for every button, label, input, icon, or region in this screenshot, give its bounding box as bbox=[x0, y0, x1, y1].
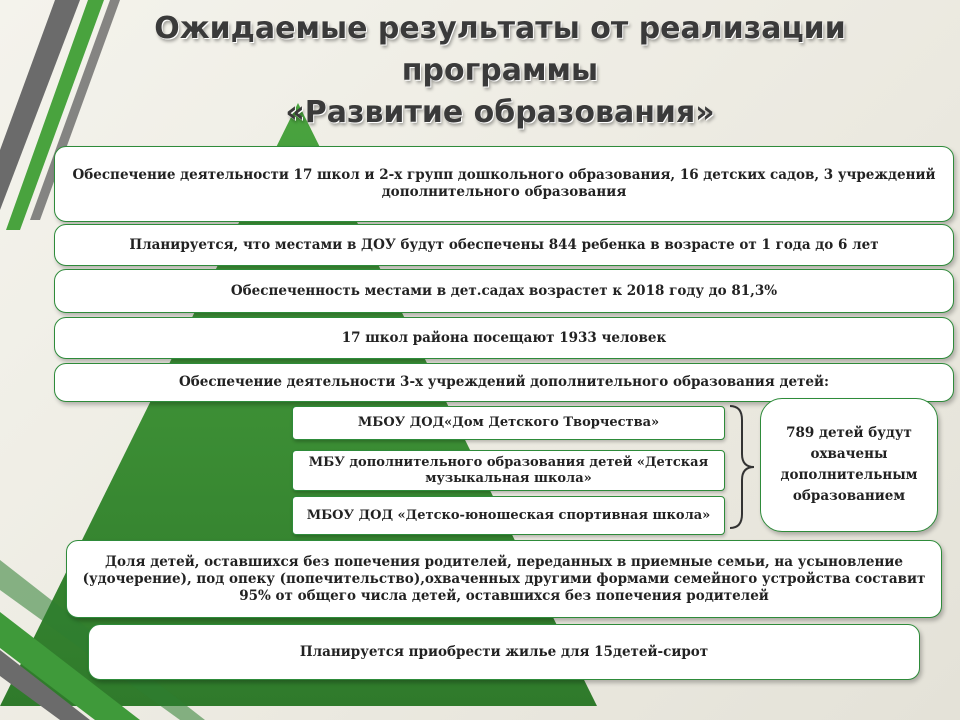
coverage-text: 789 детей будут охвачены дополнительным образованием bbox=[780, 425, 918, 504]
result-box-schools-activity bbox=[54, 146, 954, 222]
result-box-family-placement bbox=[66, 540, 942, 618]
result-text: Обеспеченность местами в дет.садах возрастет к 2018 году до 81,3% bbox=[230, 282, 778, 299]
result-text: Обеспечение деятельности 17 школ и 2-х групп дошкольного образования, 16 детских садов, 3 учреждений дополнительного образования bbox=[72, 167, 936, 200]
coverage-bubble bbox=[760, 398, 938, 532]
page-title bbox=[60, 8, 940, 134]
result-box-dou-places bbox=[54, 224, 954, 266]
result-text: Доля детей, оставшихся без попечения родителей, переданных в приемные семьи, на усыновление (удочерение), под опеку (попечительство),охваченных другими формами семейного устройства составит 95% от общего числа детей, оставшихся без попечения родителей bbox=[82, 553, 926, 604]
result-box-additional-education bbox=[54, 363, 954, 402]
result-text: Планируется приобрести жилье для 15детей-сирот bbox=[299, 643, 709, 660]
brace-connector bbox=[728, 404, 758, 530]
institution-house-of-creativity bbox=[292, 406, 725, 440]
title-line-2: «Развитие образования» bbox=[285, 95, 715, 130]
result-text: Обеспечение деятельности 3-х учреждений дополнительного образования детей: bbox=[178, 374, 830, 390]
institution-text: МБОУ ДОД «Детско-юношеская спортивная школа» bbox=[306, 507, 711, 523]
title-line-1: Ожидаемые результаты от реализации программы bbox=[154, 11, 846, 88]
institution-music-school bbox=[292, 450, 725, 491]
result-box-housing bbox=[88, 624, 920, 680]
institution-text: МБУ дополнительного образования детей «Детская музыкальная школа» bbox=[308, 454, 709, 486]
result-text: Планируется, что местами в ДОУ будут обеспечены 844 ребенка в возрасте от 1 года до 6 лет bbox=[129, 236, 879, 253]
institution-sports-school bbox=[292, 496, 725, 535]
result-box-kindergarten-provision bbox=[54, 269, 954, 313]
result-text: 17 школ района посещают 1933 человек bbox=[341, 329, 667, 346]
result-box-school-attendance bbox=[54, 317, 954, 359]
institution-text: МБОУ ДОД«Дом Детского Творчества» bbox=[357, 415, 660, 430]
